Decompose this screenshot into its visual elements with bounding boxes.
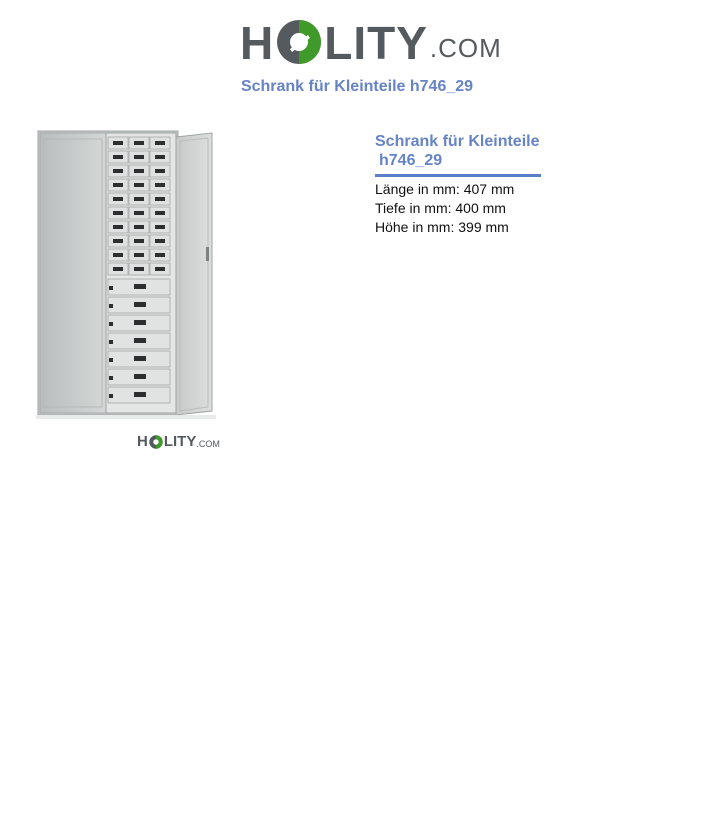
logo-letters: LITY bbox=[324, 17, 428, 69]
spec-laenge: Länge in mm: 407 mm bbox=[375, 181, 515, 197]
product-code: h746_29 bbox=[379, 152, 443, 169]
watermark-o-icon bbox=[149, 435, 163, 449]
watermark-dotcom: .COM bbox=[196, 439, 220, 449]
watermark-letters: LITY bbox=[163, 433, 197, 450]
product-info bbox=[375, 132, 575, 237]
site-logo[interactable] bbox=[240, 12, 502, 68]
page-title: Schrank für Kleinteile h746_29 bbox=[240, 78, 474, 95]
spec-tiefe: Tiefe in mm: 400 mm bbox=[375, 200, 506, 216]
logo-dotcom: .COM bbox=[429, 33, 502, 63]
spec-hoehe: Höhe in mm: 399 mm bbox=[375, 219, 509, 235]
product-title bbox=[375, 132, 575, 170]
product-name: Schrank für Kleinteile bbox=[375, 133, 540, 150]
image-watermark-logo bbox=[137, 434, 220, 450]
logo-letter-h: H bbox=[240, 17, 275, 69]
title-underline bbox=[375, 174, 541, 177]
watermark-letter-h: H bbox=[137, 433, 148, 450]
product-image-cabinet bbox=[30, 125, 222, 460]
logo-o-icon bbox=[276, 19, 322, 65]
